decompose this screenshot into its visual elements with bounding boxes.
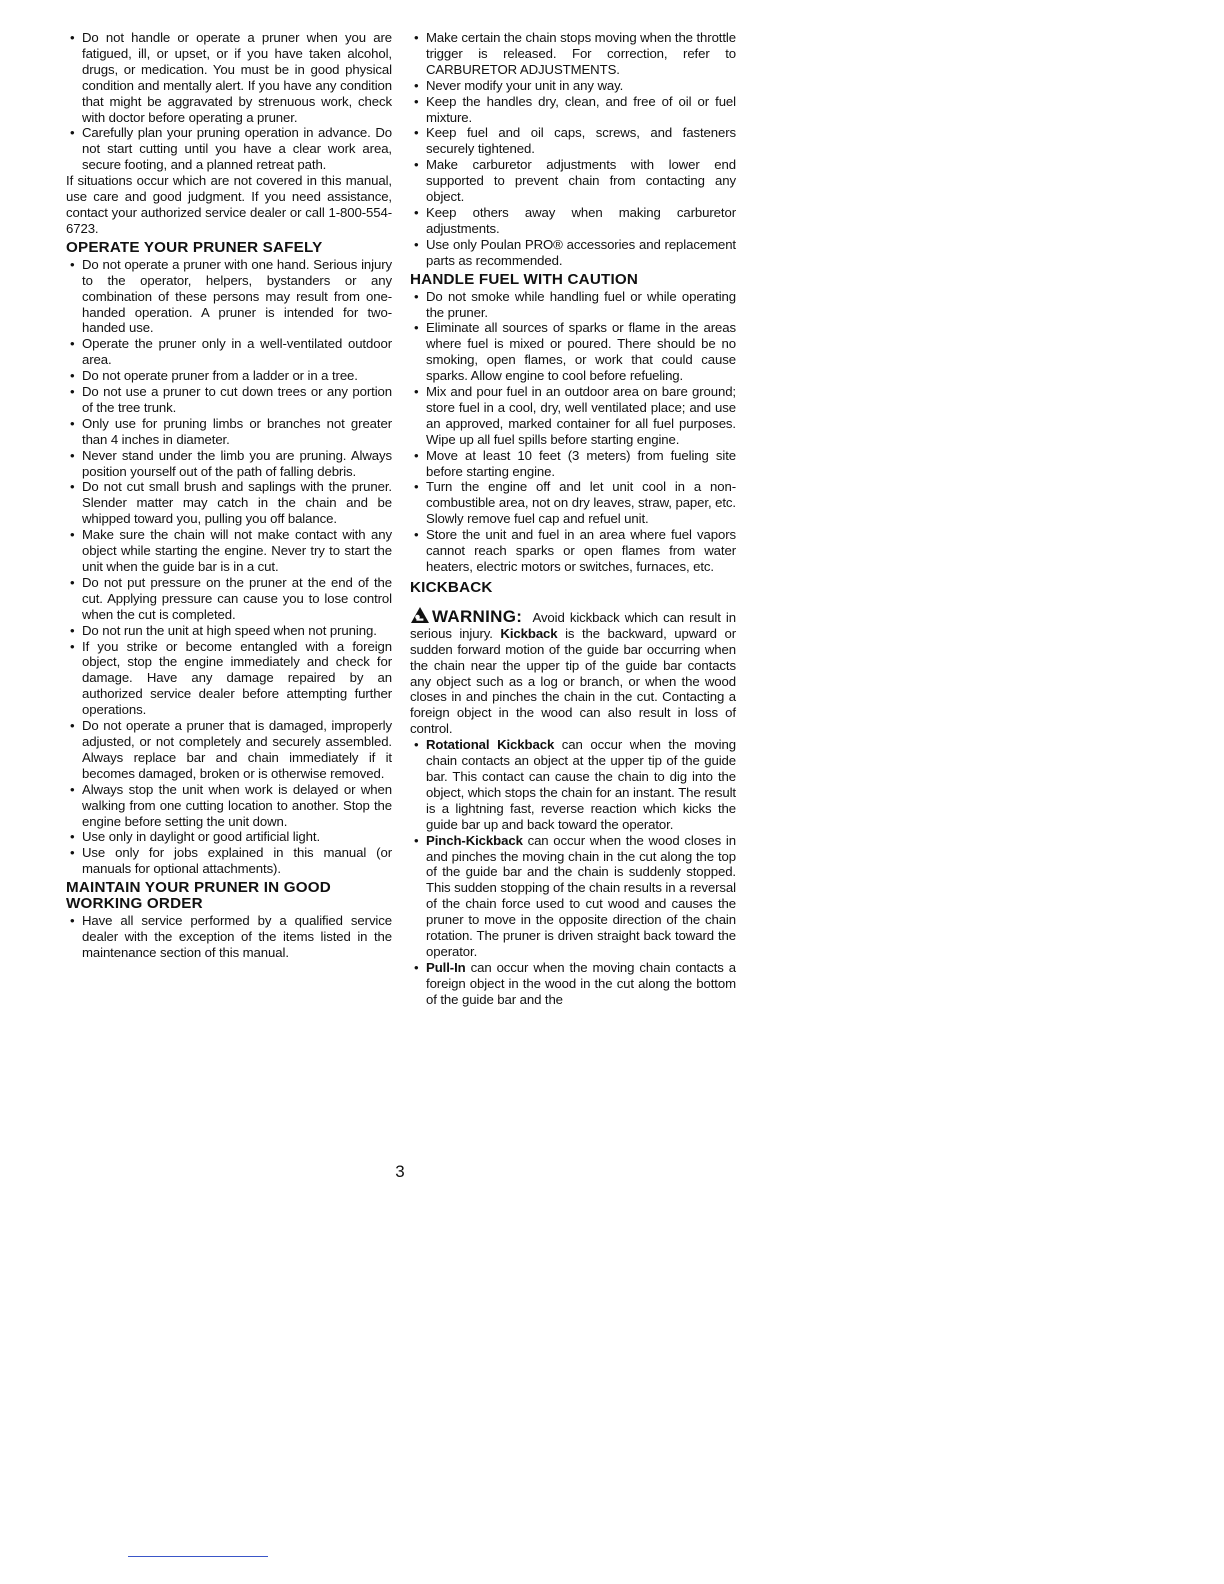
list-item: • Make sure the chain will not make contact with any object while starting the engine. Never try to start the unit when the guide bar is in a cut.	[66, 527, 392, 575]
list-item: • Eliminate all sources of sparks or flame in the areas where fuel is mixed or poured. There should be no smoking, open flames, or work that could cause sparks. Allow engine to cool before refueling.	[410, 320, 736, 384]
list-item: • Use only in daylight or good artificial light.	[66, 829, 392, 845]
list-item: • Do not smoke while handling fuel or while operating the pruner.	[410, 289, 736, 321]
section-heading-kickback: KICKBACK	[410, 578, 493, 596]
list-item: • Do not handle or operate a pruner when you are fatigued, ill, or upset, or if you have taken alcohol, drugs, or medication. You must be in good physical condition and mentally alert. If you have any condition that might be aggravated by strenuous work, check with doctor before operating a pruner.	[66, 30, 392, 125]
list-item: • If you strike or become entangled with a foreign object, stop the engine immediately and check for damage. Have any damage repaired by an authorized service dealer before attempting further operations.	[66, 639, 392, 719]
list-item: • Make certain the chain stops moving when the throttle trigger is released. For correction, refer to CARBURETOR ADJUSTMENTS.	[410, 30, 736, 78]
list-item: • Always stop the unit when work is delayed or when walking from one cutting location to another. Stop the engine before setting the unit down.	[66, 782, 392, 830]
list-item: • Keep fuel and oil caps, screws, and fasteners securely tightened.	[410, 125, 736, 157]
list-item: • Store the unit and fuel in an area where fuel vapors cannot reach sparks or open flames from water heaters, electric motors or switches, furnaces, etc.	[410, 527, 736, 575]
kickback-term: Rotational Kickback	[426, 737, 555, 753]
right-column	[410, 30, 736, 1008]
list-item: • Do not operate a pruner that is damaged, improperly adjusted, or not completely and securely assembled. Always replace bar and chain immediately if it becomes damaged, broken or is otherwise removed.	[66, 718, 392, 782]
kickback-term: Pinch-Kickback	[426, 832, 523, 848]
list-item: • Mix and pour fuel in an outdoor area on bare ground; store fuel in a cool, dry, well ventilated place; and use an approved, marked container for all fuel purposes. Wipe up all fuel spills before starting engine.	[410, 384, 736, 448]
warning-term: Kickback	[500, 625, 558, 641]
list-item	[410, 960, 736, 1008]
list-item: • Have all service performed by a qualified service dealer with the exception of the items listed in the maintenance section of this manual.	[66, 913, 392, 961]
fuel-list	[410, 289, 736, 575]
kickback-warning	[410, 606, 736, 737]
list-item: • Keep the handles dry, clean, and free of oil or fuel mixture.	[410, 94, 736, 126]
list-item: • Do not run the unit at high speed when not pruning.	[66, 623, 392, 639]
list-item: • Make carburetor adjustments with lower end supported to prevent chain from contacting any object.	[410, 157, 736, 205]
assistance-note: If situations occur which are not covered in this manual, use care and good judgment. If you need assistance, contact your authorized service dealer or call 1-800-554-6723.	[66, 173, 392, 236]
list-item: • Turn the engine off and let unit cool in a non-combustible area, not on dry leaves, straw, paper, etc. Slowly remove fuel cap and refuel unit.	[410, 479, 736, 527]
list-item: • Carefully plan your pruning operation in advance. Do not start cutting until you have a clear work area, secure footing, and a planned retreat path.	[66, 125, 392, 173]
section-heading-operate: OPERATE YOUR PRUNER SAFELY	[66, 238, 323, 256]
warning-text: Avoid kickback which can result in serious injury.	[410, 609, 736, 641]
list-item: • Use only Poulan PRO® accessories and replacement parts as recommended.	[410, 237, 736, 269]
list-item: • Do not use a pruner to cut down trees or any portion of the tree trunk.	[66, 384, 392, 416]
kickback-list	[410, 737, 736, 1007]
warning-text-continued: is the backward, upward or sudden forward motion of the guide bar occurring when the chain near the upper tip of the guide bar contacts any object such as a log or branch, or when the wood closes in and pinches the chain in the cut. Contacting a foreign object in the wood can also result in loss of control.	[410, 625, 736, 737]
intro-list	[66, 30, 392, 173]
section-heading-maintain: MAINTAIN YOUR PRUNER IN GOOD WORKING ORDER	[66, 879, 331, 913]
list-item: • Move at least 10 feet (3 meters) from fueling site before starting engine.	[410, 448, 736, 480]
kickback-term: Pull-In	[426, 959, 466, 975]
operate-list	[66, 257, 392, 877]
left-column	[66, 30, 392, 961]
kickback-description: can occur when the moving chain contacts a foreign object in the wood in the cut along the bottom of the guide bar and the	[426, 959, 736, 1007]
list-item: • Do not operate pruner from a ladder or in a tree.	[66, 368, 392, 384]
maintenance-list-continued	[410, 30, 736, 269]
list-item: • Operate the pruner only in a well-ventilated outdoor area.	[66, 336, 392, 368]
list-item	[410, 737, 736, 832]
section-heading-fuel: HANDLE FUEL WITH CAUTION	[410, 270, 639, 288]
list-item: • Only use for pruning limbs or branches not greater than 4 inches in diameter.	[66, 416, 392, 448]
warning-label: WARNING:	[432, 606, 523, 626]
list-item	[410, 833, 736, 960]
kickback-description: can occur when the wood closes in and pinches the moving chain in the cut along the top of the guide bar and the chain is suddenly stopped. This sudden stopping of the chain results in a reversal of the chain force used to cut wood and causes the pruner to move in the opposite direction of the chain rotation. The pruner is driven straight back toward the operator.	[426, 832, 736, 959]
warning-triangle-icon	[410, 606, 430, 624]
page-number: 3	[395, 1162, 405, 1181]
list-item: • Do not put pressure on the pruner at the end of the cut. Applying pressure can cause you to lose control when the cut is completed.	[66, 575, 392, 623]
footer-rule	[128, 1556, 268, 1557]
list-item: • Do not cut small brush and saplings with the pruner. Slender matter may catch in the chain and be whipped toward you, pulling you off balance.	[66, 479, 392, 527]
maintain-list	[66, 913, 392, 961]
list-item: • Use only for jobs explained in this manual (or manuals for optional attachments).	[66, 845, 392, 877]
kickback-description: can occur when the moving chain contacts an object at the upper tip of the guide bar. This contact can cause the chain to dig into the object, which stops the chain for an instant. The result is a lightning fast, reverse reaction which kicks the guide bar up and back toward the operator.	[426, 737, 736, 832]
list-item: • Keep others away when making carburetor adjustments.	[410, 205, 736, 237]
list-item: • Never modify your unit in any way.	[410, 78, 736, 94]
list-item: • Never stand under the limb you are pruning. Always position yourself out of the path of falling debris.	[66, 448, 392, 480]
list-item: • Do not operate a pruner with one hand. Serious injury to the operator, helpers, bystanders or any combination of these persons may result from one-handed operation. A pruner is intended for two-handed use.	[66, 257, 392, 337]
